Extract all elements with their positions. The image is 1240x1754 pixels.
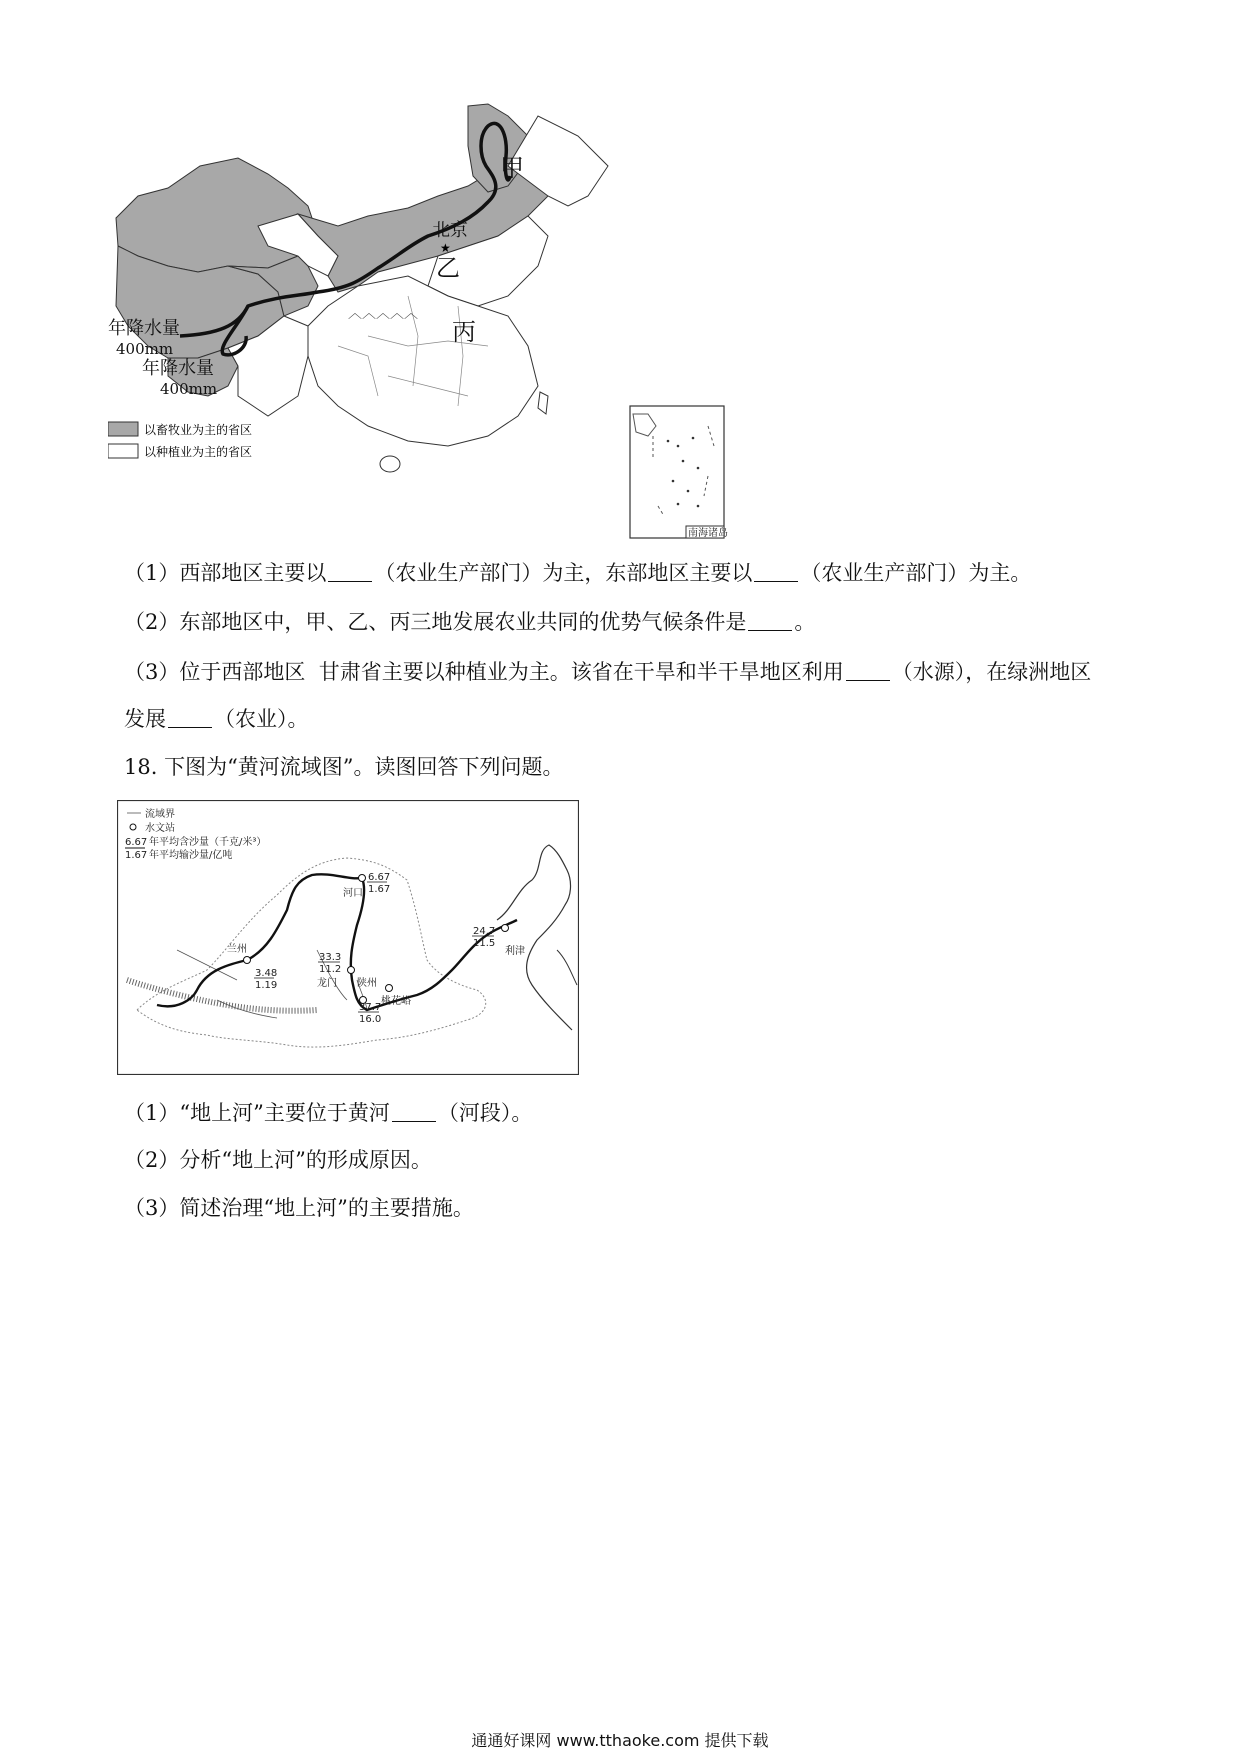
legend-swatch-pastoral bbox=[108, 422, 138, 436]
label-rain2-top: 年降水量 bbox=[142, 358, 214, 379]
station-taohuayu-name: 桃花峪 bbox=[381, 996, 411, 1007]
yellow-river-basin-map bbox=[117, 800, 579, 1075]
q17-blank-5[interactable] bbox=[168, 707, 212, 728]
q17-p3-c: （水源），在绿洲地区 bbox=[891, 660, 1092, 684]
label-yi: 乙 bbox=[436, 254, 460, 282]
legend-farming-label: 以种植业为主的省区 bbox=[144, 445, 253, 459]
station-lijin-icon bbox=[502, 925, 509, 932]
q17-blank-4[interactable] bbox=[846, 660, 890, 681]
legend-pastoral-label: 以畜牧业为主的省区 bbox=[144, 423, 253, 437]
q17-p2-b: 。 bbox=[794, 610, 816, 634]
q18-part1 bbox=[124, 1098, 532, 1128]
q18-blank-1[interactable] bbox=[392, 1101, 436, 1122]
q17-p1-b: （农业生产部门）为主，东部地区主要以 bbox=[374, 561, 753, 585]
station-lijin-bottom: 11.5 bbox=[473, 938, 496, 949]
station-taohuayu-top: 37.7 bbox=[359, 1002, 382, 1013]
label-rain1-bottom: 400mm bbox=[116, 340, 174, 358]
label-bing: 丙 bbox=[452, 318, 476, 346]
station-hekou-top: 6.67 bbox=[368, 872, 391, 883]
q17-blank-2[interactable] bbox=[754, 561, 798, 582]
south-china-sea-inset bbox=[630, 406, 728, 539]
station-hekou-icon bbox=[359, 875, 366, 882]
legend-num-bottom: 1.67 bbox=[125, 850, 148, 861]
q17-p2-a: （2）东部地区中，甲、乙、丙三地发展农业共同的优势气候条件是 bbox=[124, 610, 747, 634]
taiwan-island bbox=[538, 392, 548, 414]
station-taohuayu-icon bbox=[386, 985, 393, 992]
legend-station-label: 水文站 bbox=[145, 823, 175, 834]
station-lanzhou-bottom: 1.19 bbox=[255, 980, 278, 991]
legend-desc-bottom: 年平均输沙量/亿吨 bbox=[149, 850, 233, 861]
station-longmen-top: 33.3 bbox=[319, 952, 342, 963]
q17-part3-cont bbox=[124, 704, 309, 734]
q17-blank-3[interactable] bbox=[748, 610, 792, 631]
q17-p3-a: （3）位于西部地区 bbox=[124, 660, 306, 684]
label-rain1-top: 年降水量 bbox=[108, 318, 180, 339]
q17-p3-b: 甘肃省主要以种植业为主。该省在干旱和半干旱地区利用 bbox=[318, 660, 844, 684]
q17-p3-d: 发展 bbox=[124, 707, 166, 731]
station-taohuayu-bottom: 16.0 bbox=[359, 1014, 382, 1025]
legend-boundary-label: 流域界 bbox=[145, 809, 175, 820]
legend-swatch-farming bbox=[108, 444, 138, 458]
legend-station-icon bbox=[130, 824, 136, 830]
station-lijin-name: 利津 bbox=[505, 946, 525, 957]
q17-part3 bbox=[124, 657, 1091, 687]
station-longmen-icon bbox=[348, 967, 355, 974]
station-lanzhou-top: 3.48 bbox=[255, 968, 278, 979]
label-rain2-bottom: 400mm bbox=[160, 380, 218, 398]
legend-num-top: 6.67 bbox=[125, 837, 148, 848]
q18-title: 18. 下图为“黄河流域图”。读图回答下列问题。 bbox=[124, 755, 564, 779]
station-lijin-top: 24.7 bbox=[473, 926, 496, 937]
q17-part1 bbox=[124, 558, 1031, 588]
station-longmen-bottom: 11.2 bbox=[319, 964, 342, 975]
station-hekou-name: 河口 bbox=[343, 888, 363, 899]
china-agriculture-map bbox=[108, 96, 728, 542]
station-lanzhou-name: 兰州 bbox=[227, 944, 247, 955]
label-jia: 甲 bbox=[500, 154, 524, 182]
station-shanzhou-name: 陕州 bbox=[357, 978, 377, 989]
q18-p1-a: （1）“地上河”主要位于黄河 bbox=[124, 1101, 390, 1125]
mountain-symbols: ︿︿︿︿︿ bbox=[348, 306, 418, 322]
hainan-island bbox=[380, 456, 400, 472]
label-beijing: 北京 bbox=[432, 220, 468, 241]
q17-p1-c: （农业生产部门）为主。 bbox=[800, 561, 1032, 585]
q17-p1-a: （1）西部地区主要以 bbox=[124, 561, 327, 585]
q18-part2: （2）分析“地上河”的形成原因。 bbox=[124, 1148, 432, 1172]
station-hekou-bottom: 1.67 bbox=[368, 884, 391, 895]
inset-label: 南海诸岛 bbox=[688, 528, 728, 539]
q18-part3: （3）简述治理“地上河”的主要措施。 bbox=[124, 1196, 474, 1220]
station-longmen-name: 龙门 bbox=[317, 978, 337, 989]
q17-part2 bbox=[124, 607, 815, 637]
footer-source: 通通好课网 www.tthaoke.com 提供下载 bbox=[471, 1731, 769, 1750]
legend-desc-top: 年平均含沙量（千克/米³） bbox=[149, 837, 267, 848]
q18-p1-b: （河段）。 bbox=[437, 1101, 533, 1125]
q17-p3-e: （农业）。 bbox=[214, 707, 309, 731]
beijing-star-icon: ★ bbox=[440, 241, 451, 255]
q17-blank-1[interactable] bbox=[328, 561, 372, 582]
station-lanzhou-icon bbox=[244, 957, 251, 964]
